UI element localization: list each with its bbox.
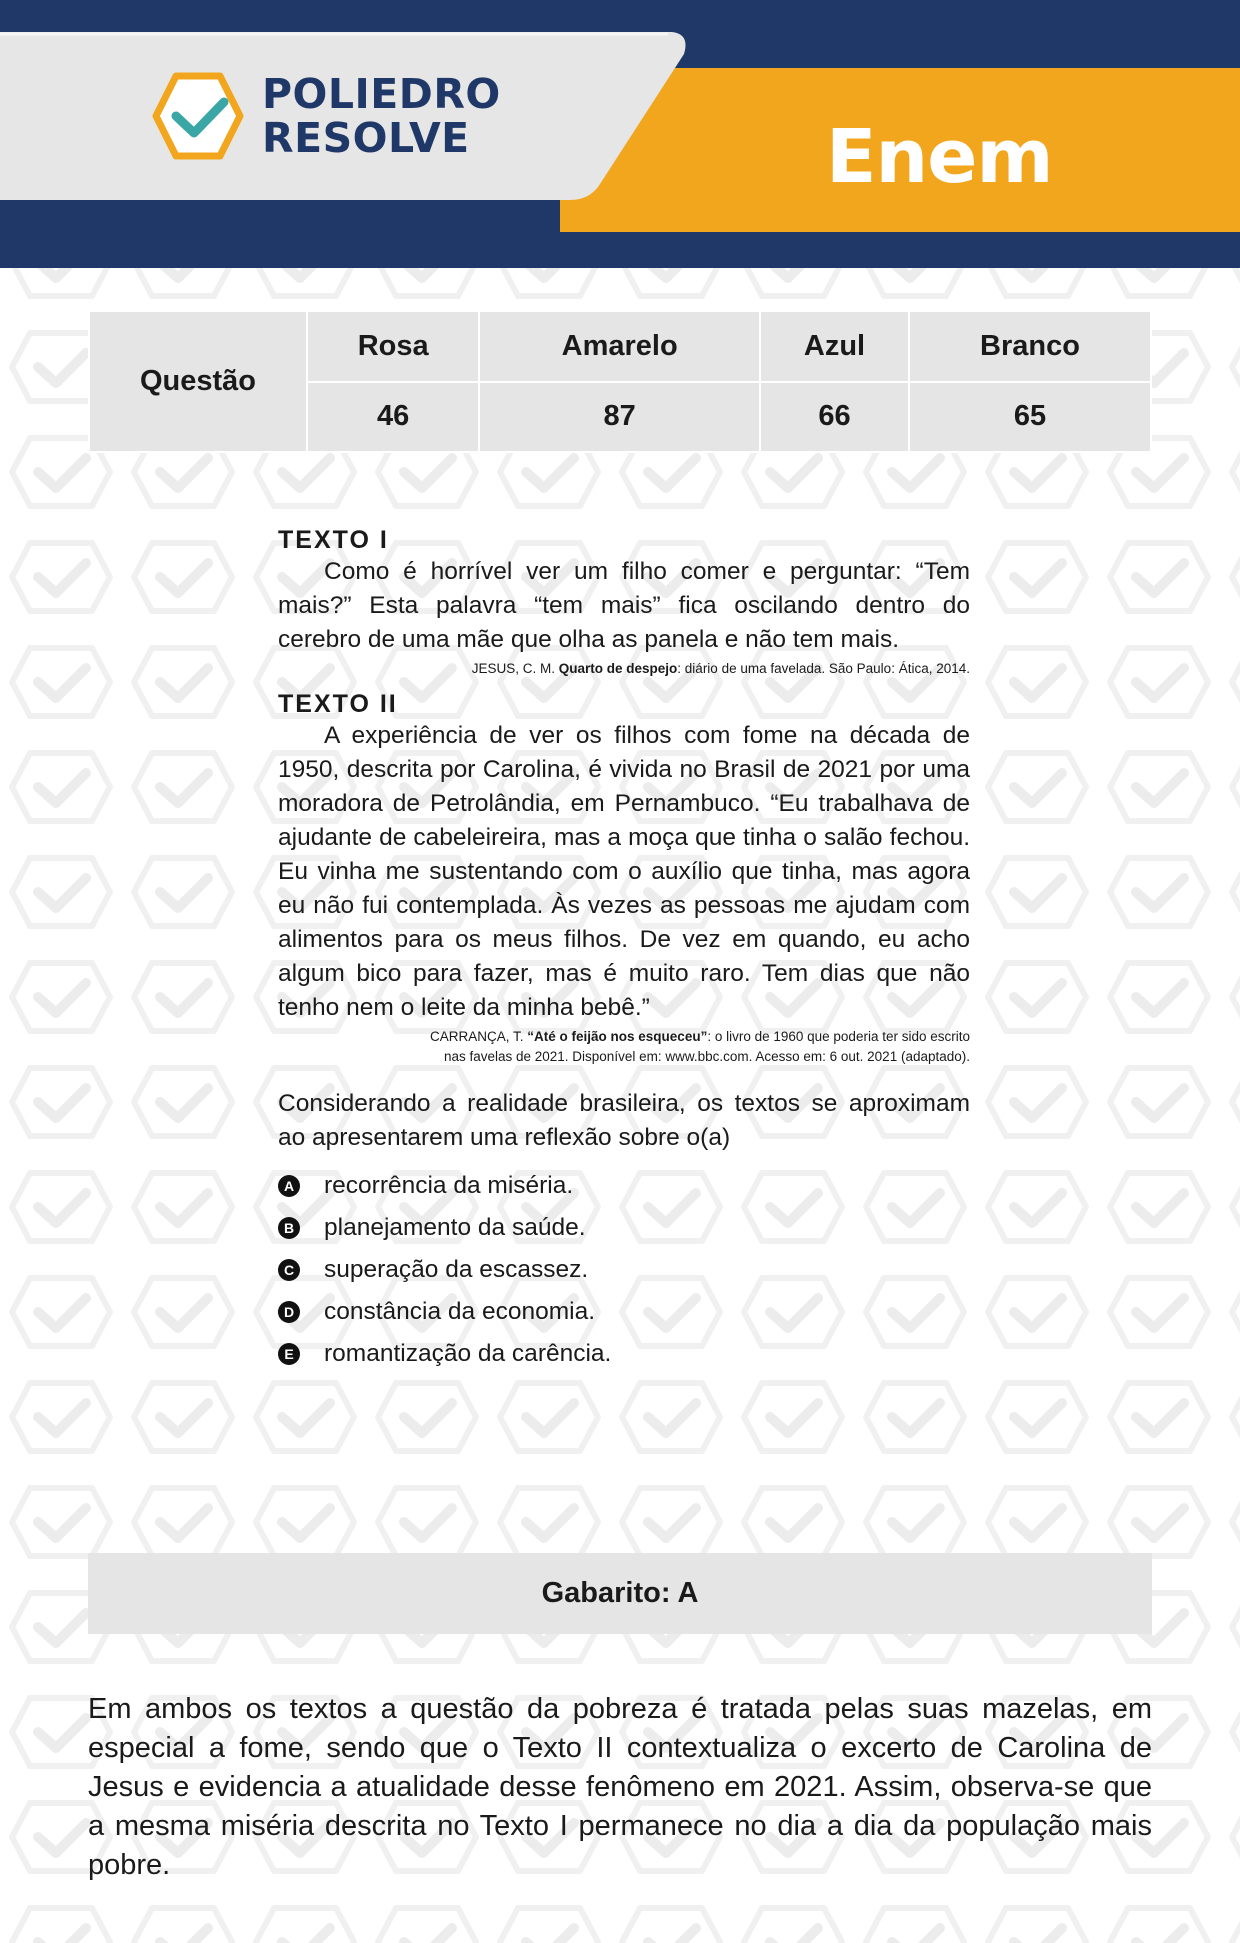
header-background: [0, 0, 1240, 268]
option-a-letter: A: [278, 1175, 300, 1197]
question-number-table: [88, 310, 1152, 453]
texto-2-source-rest-1: : o livro de 1960 que poderia ter sido escrito: [707, 1029, 970, 1044]
texto-2-source-rest-2: nas favelas de 2021. Disponível em: www.bbc.com. Acesso em: 6 out. 2021 (adaptado).: [443, 1049, 970, 1064]
texto-1-source: [278, 659, 970, 679]
texto-2-title: TEXTO II: [278, 690, 398, 718]
column-header-rosa: Rosa: [308, 312, 478, 381]
column-header-amarelo: Amarelo: [480, 312, 759, 381]
texto-1-body-text: Como é horrível ver um filho comer e perguntar: “Tem mais?” Esta palavra “tem mais” fica oscilando dentro do cerebro de uma mãe que olha as panela e não tem mais.: [278, 558, 970, 653]
option-e-letter: E: [278, 1343, 300, 1365]
question-number-rosa: 46: [308, 383, 478, 452]
question-prompt: Considerando a realidade brasileira, os textos se aproximam ao apresentarem uma reflexão sobre o(a): [278, 1090, 970, 1151]
answer-options: [278, 1165, 970, 1375]
exam-title: Enem: [826, 114, 1053, 200]
column-header-branco: Branco: [910, 312, 1150, 381]
header-banner: [0, 0, 1240, 268]
brand-line-2: RESOLVE: [262, 114, 470, 162]
option-d-text: constância da economia.: [324, 1298, 596, 1325]
option-a[interactable]: [278, 1165, 970, 1207]
question-number-amarelo: 87: [480, 383, 759, 452]
option-c-text: superação da escassez.: [324, 1256, 589, 1283]
option-b-text: planejamento da saúde.: [324, 1214, 586, 1241]
texto-2-source-title: “Até o feijão nos esqueceu”: [527, 1029, 708, 1044]
explanation-text: Em ambos os textos a questão da pobreza é tratada pelas suas mazelas, em especial a fome, sendo que o Texto II contextualiza o excerto de Carolina de Jesus e evidencia a atualidade desse fenômeno em 2021. Assim, observa-se que a mesma miséria descrita no Texto I permanece no dia a dia da população mais pobre.: [88, 1693, 1152, 1881]
option-a-text: recorrência da miséria.: [324, 1172, 574, 1199]
texto-1-title: TEXTO I: [278, 526, 389, 554]
texto-2-source-author: CARRANÇA, T.: [429, 1029, 524, 1044]
texto-2-body: [278, 719, 970, 1025]
option-d[interactable]: [278, 1291, 970, 1333]
answer-key-bar: [88, 1553, 1152, 1634]
option-c-letter: C: [278, 1259, 300, 1281]
texto-1-source-rest: : diário de uma favelada. São Paulo: Ática, 2014.: [677, 661, 970, 676]
column-header-azul: Azul: [761, 312, 908, 381]
option-c[interactable]: [278, 1249, 970, 1291]
question-number-branco: 65: [910, 383, 1150, 452]
logo-icon: [156, 76, 240, 156]
option-e[interactable]: [278, 1333, 970, 1375]
texto-1-source-author: JESUS, C. M.: [471, 661, 555, 676]
option-d-letter: D: [278, 1301, 300, 1323]
texto-2-source: [278, 1027, 970, 1067]
option-e-text: romantização da carência.: [324, 1340, 612, 1367]
brand-line-1: POLIEDRO: [262, 70, 501, 118]
texto-1-source-title: Quarto de despejo: [558, 661, 678, 676]
option-b[interactable]: [278, 1207, 970, 1249]
question-label: Questão: [90, 312, 306, 451]
question-number-azul: 66: [761, 383, 908, 452]
brand-name: [262, 72, 501, 160]
option-b-letter: B: [278, 1217, 300, 1239]
texto-1-body: [278, 555, 970, 657]
question-content: [278, 525, 970, 1375]
texto-2-body-text: A experiência de ver os filhos com fome na década de 1950, descrita por Carolina, é vivida no Brasil de 2021 por uma moradora de Petrolândia, em Pernambuco. “Eu trabalhava de ajudante de cabeleireira, mas a moça que tinha o salão fechou. Eu vinha me sustentando com o auxílio que tinha, mas agora eu não fui contemplada. Às vezes as pessoas me ajudam com alimentos para os meus filhos. De vez em quando, eu acho algum bico para fazer, mas é muito raro. Tem dias que não tenho nem o leite da minha bebê.”: [278, 722, 970, 1021]
answer-key-label: Gabarito: A: [541, 1577, 699, 1609]
